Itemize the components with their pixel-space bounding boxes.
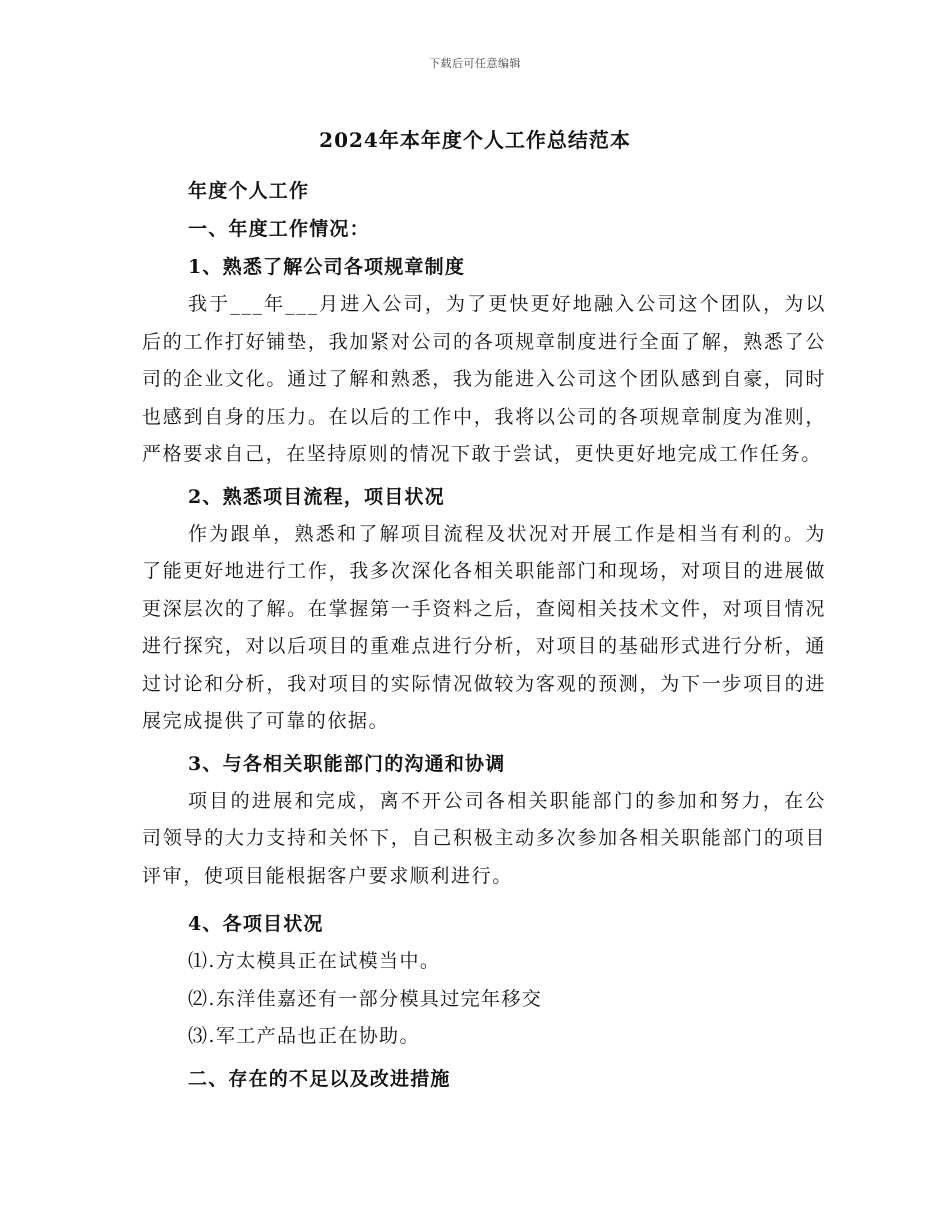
subsection-2-paragraph: 作为跟单，熟悉和了解项目流程及状况对开展工作是相当有利的。为了能更好地进行工作，我多次深化各相关职能部门和现场，对项目的进展做更深层次的了解。在掌握第一手资料之后，查阅相关技术文件，对项目情况进行探究，对以后项目的重难点进行分析，对项目的基础形式进行分析，通过讨论和分析，我对项目的实际情况做较为客观的预测，为下一步项目的进展完成提供了可靠的依据。	[142, 522, 826, 732]
document-title: 2024年本年度个人工作总结范本	[319, 128, 631, 152]
section-2-heading: 二、存在的不足以及改进措施	[188, 1067, 451, 1090]
document-body	[142, 172, 826, 1098]
project-status-item: ⑵.东洋佳嘉还有一部分模具过完年移交	[188, 987, 543, 1010]
subsection-3-heading: 3、与各相关职能部门的沟通和协调	[188, 752, 506, 775]
header-note: 下载后可任意编辑	[429, 57, 521, 70]
project-status-item: ⑶.军工产品也正在协助。	[188, 1025, 420, 1047]
section-1-heading: 一、年度工作情况：	[188, 218, 370, 240]
subsection-4-heading: 4、各项目状况	[188, 913, 324, 935]
project-status-item: ⑴.方太模具正在试模当中。	[188, 950, 441, 972]
subsection-1-heading: 1、熟悉了解公司各项规章制度	[188, 256, 466, 278]
subsection-1-paragraph: 我于___年___月进入公司，为了更快更好地融入公司这个团队，为以后的工作打好铺垫，我加紧对公司的各项规章制度进行全面了解，熟悉了公司的企业文化。通过了解和熟悉，我为能进入公司这个团队感到自豪，同时也感到自身的压力。在以后的工作中，我将以公司的各项规章制度为准则，严格要求自己，在坚持原则的情况下敢于尝试，更快更好地完成工作任务。	[142, 293, 826, 465]
subsection-3-paragraph: 项目的进展和完成，离不开公司各相关职能部门的参加和努力，在公司领导的大力支持和关怀下，自己积极主动多次参加各相关职能部门的项目评审，使项目能根据客户要求顺利进行。	[142, 789, 826, 887]
subsection-2-heading: 2、熟悉项目流程，项目状况	[188, 485, 445, 508]
section-intro-heading: 年度个人工作	[188, 180, 310, 202]
